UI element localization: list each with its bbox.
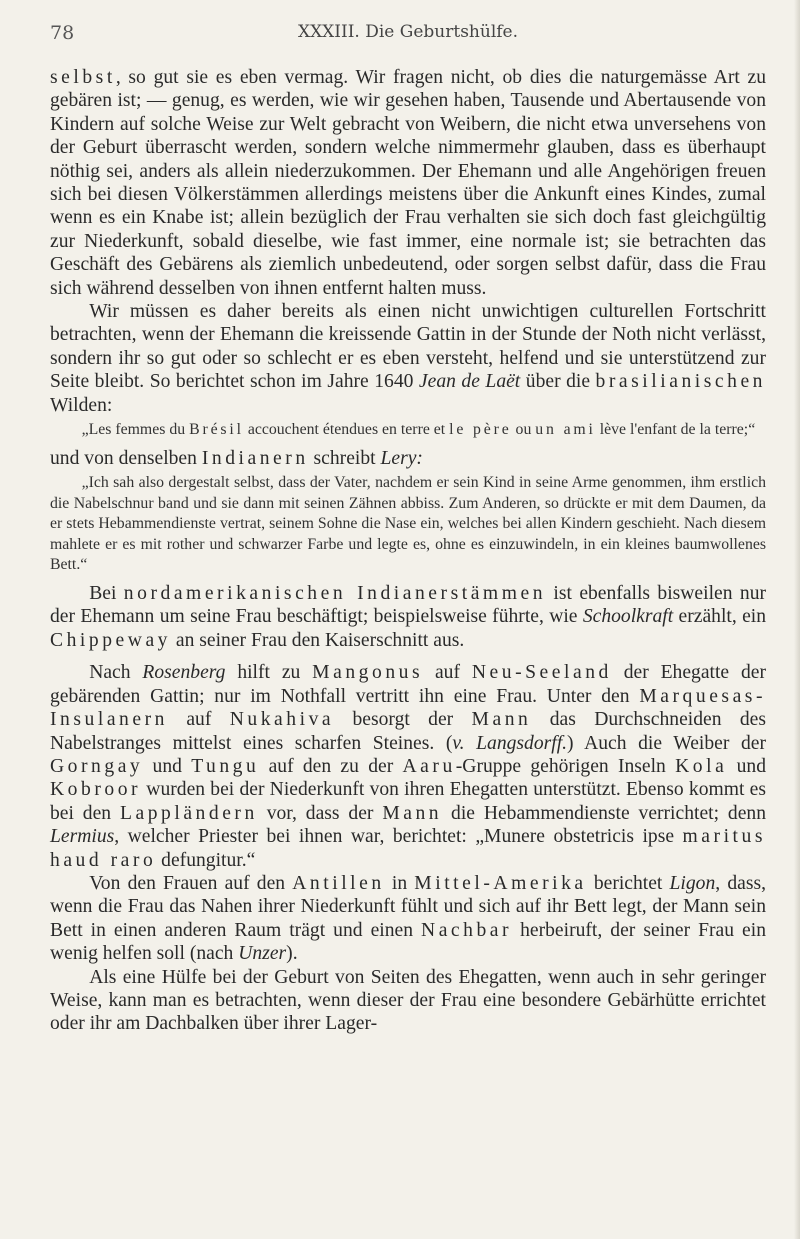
- text-run: hilft zu: [225, 662, 313, 684]
- emphasis-spaced: un ami: [535, 421, 596, 439]
- author-name: Ligon: [669, 872, 716, 894]
- emphasis-spaced: selbst: [50, 67, 116, 88]
- author-name: Rosenberg: [142, 662, 226, 684]
- emphasis-spaced: Brésil: [189, 421, 244, 439]
- text-run: Wilden:: [50, 394, 113, 416]
- quote-lery: [50, 473, 766, 576]
- emphasis-spaced: le père: [449, 421, 512, 439]
- text-run: berichtet: [586, 872, 670, 894]
- quote-laet: [50, 420, 766, 441]
- text-run: das Durchschneiden des Nabelstranges mittelst eines scharfen Steines. (: [50, 709, 766, 754]
- text-run: „Ich sah also dergestalt selbst, dass der Vater, nachdem er sein Kind in seine Arme genommen, ihm erstlich die Nabelschnur band und sie dann mit seinen Zähnen abbiss. Zum Anderen, so drückte er mit dem Daumen, da er stets Hebammendienste vertrat, seinem Sohne die Nase ein, welches bei allen Kindern geschieht. Nach diesem mahlete er es mit rother und schwarzer Farbe und legte es, ohne es einzuwindeln, in ein kleines baumwollenes Bett.“: [50, 474, 766, 574]
- text-run: und: [143, 755, 192, 777]
- text-run: ou: [511, 421, 536, 439]
- emphasis-spaced: Aaru: [402, 755, 456, 777]
- text-run: und: [727, 755, 766, 777]
- text-run: erzählt, ein: [673, 606, 767, 628]
- emphasis-spaced: Marquesas-Insulanern: [50, 685, 766, 731]
- page-edge-shadow: [794, 0, 800, 1239]
- text-run: ) Auch die Weiber der: [567, 732, 766, 754]
- emphasis-spaced: Mann: [471, 709, 532, 731]
- emphasis-spaced: Antillen: [292, 872, 385, 894]
- text-run: -Gruppe gehörigen Inseln: [455, 755, 676, 777]
- emphasis-spaced: Tungu: [191, 755, 260, 777]
- text-run: vor, dass der: [257, 802, 383, 824]
- emphasis-spaced: Mangonus: [312, 662, 424, 684]
- text-run: defungitur.“: [156, 849, 256, 871]
- text-run: auf den zu der: [259, 755, 403, 777]
- text-run: in: [384, 872, 415, 894]
- text-run: auf: [167, 709, 230, 731]
- author-name: Schoolkraft: [582, 606, 674, 628]
- author-name: Lery:: [380, 447, 423, 469]
- paragraph-6: [50, 872, 766, 966]
- text-run: lève l'enfant de la terre;“: [595, 421, 756, 439]
- paragraph-4: [50, 582, 766, 652]
- text-run: „Les femmes du: [81, 421, 190, 439]
- emphasis-spaced: Nukahiva: [229, 709, 335, 731]
- text-run: die Hebammendienste verrichtet; denn: [442, 802, 766, 824]
- text-run: schreibt: [308, 447, 381, 469]
- text-run: ).: [286, 943, 298, 965]
- emphasis-spaced: Gorngay: [50, 755, 144, 777]
- author-name: Lermius: [50, 826, 115, 848]
- text-run: der Ehegatte der gebärenden Gattin; nur im Nothfall vertritt ihn eine Frau. Unter den: [50, 662, 766, 707]
- book-page: [50, 22, 766, 1036]
- emphasis-spaced: maritus haud raro: [50, 826, 766, 871]
- text-run: Wir müssen es daher bereits als einen nicht unwichtigen culturellen Fortschritt betrachten, wenn der Ehemann die kreissende Gattin in der Stunde der Noth nicht verlässt, sondern ihr so gut oder so schlecht er es eben versteht, helfend und sie unterstützend zur Seite bleibt. So berichtet schon im Jahre 1640: [50, 301, 766, 393]
- paragraph-3: [50, 447, 766, 470]
- emphasis-spaced: Indianern: [201, 447, 309, 469]
- emphasis-spaced: Neu-Seeland: [471, 662, 612, 684]
- emphasis-spaced: Kobroor: [50, 779, 142, 801]
- paragraph-7: [50, 966, 766, 1036]
- text-run: Nach: [89, 662, 143, 684]
- author-name: Jean de Laët: [418, 371, 521, 393]
- running-title: XXXIII. Die Geburtshülfe.: [297, 22, 519, 42]
- emphasis-spaced: Kola: [675, 755, 728, 777]
- text-run: accouchent étendues en terre et: [243, 421, 450, 439]
- text-run: Als eine Hülfe bei der Geburt von Seiten des Ehegatten, wenn auch in sehr geringer Weise, kann man es betrachten, wenn dieser der Frau eine besondere Gebärhütte errichtet oder ihr am Dachbalken über ihrer Lager-: [50, 966, 766, 1035]
- text-run: , dass, wenn die Frau das Nahen ihrer Niederkunft fühlt und sich auf ihr Bett legt, der Mann sein Bett in einen anderen Raum trägt und einen: [50, 872, 766, 941]
- author-name: v. Langsdorff.: [452, 732, 568, 754]
- emphasis-spaced: nordamerikanischen Indianerstämmen: [123, 583, 547, 605]
- text-run: besorgt der: [334, 709, 472, 731]
- emphasis-spaced: Nachbar: [421, 919, 513, 941]
- text-run: , so gut sie es eben vermag. Wir fragen nicht, ob dies die naturgemässe Art zu gebären ist; — genug, es werden, wie wir gesehen haben, Tausende und Abertausende von Kindern auf solche Weise zur Welt gebracht von Weibern, die nicht etwa unversehens von der Geburt überrascht werden, sondern welche nimmermehr glauben, dass es überhaupt nöthig sei, anders als allein niederzukommen. Der Ehemann und alle Angehörigen freuen sich bei diesen Völkerstämmen allerdings meistens über die Ankunft eines Kindes, zumal wenn es ein Knabe ist; allein bezüglich der Frau verhalten sie sich doch fast gleichgültig zur Niederkunft, sobald dieselbe, wie fast immer, eine normale ist; sie betrachten das Geschäft des Gebärens als ziemlich unbedeutend, oder sorgen selbst dafür, dass die Frau sich während desselben von ihnen entfernt halten muss.: [50, 67, 766, 299]
- paragraph-gap: [50, 652, 766, 661]
- paragraph-1: [50, 66, 766, 300]
- author-name: Unzer: [238, 943, 287, 965]
- text-run: auf: [423, 662, 472, 684]
- text-run: Bei: [89, 583, 124, 605]
- text-run: , welcher Priester bei ihnen war, berichtet: „Munere obstetricis ipse: [114, 826, 683, 848]
- text-run: Von den Frauen auf den: [89, 872, 293, 894]
- emphasis-spaced: brasilianischen: [595, 371, 766, 393]
- text-run: herbeiruft, der seiner Frau ein wenig helfen soll (nach: [50, 919, 766, 965]
- page-number: 78: [50, 22, 75, 44]
- emphasis-spaced: Chippeway: [50, 629, 171, 651]
- emphasis-spaced: Mittel-Amerika: [414, 872, 587, 894]
- paragraph-5: [50, 661, 766, 872]
- text-run: ist ebenfalls bisweilen nur der Ehemann um seine Frau beschäftigt; beispielsweise führte, wie: [50, 583, 767, 628]
- page-header: [50, 22, 766, 52]
- text-run: und von denselben: [50, 447, 202, 469]
- emphasis-spaced: Mann: [382, 802, 443, 824]
- emphasis-spaced: Lappländern: [119, 802, 258, 824]
- text-run: an seiner Frau den Kaiserschnitt aus.: [171, 629, 465, 651]
- paragraph-2: [50, 300, 766, 417]
- text-run: über die: [520, 371, 596, 393]
- text-run: wurden bei der Niederkunft von ihren Ehegatten unterstützt. Ebenso kommt es bei den: [50, 779, 766, 824]
